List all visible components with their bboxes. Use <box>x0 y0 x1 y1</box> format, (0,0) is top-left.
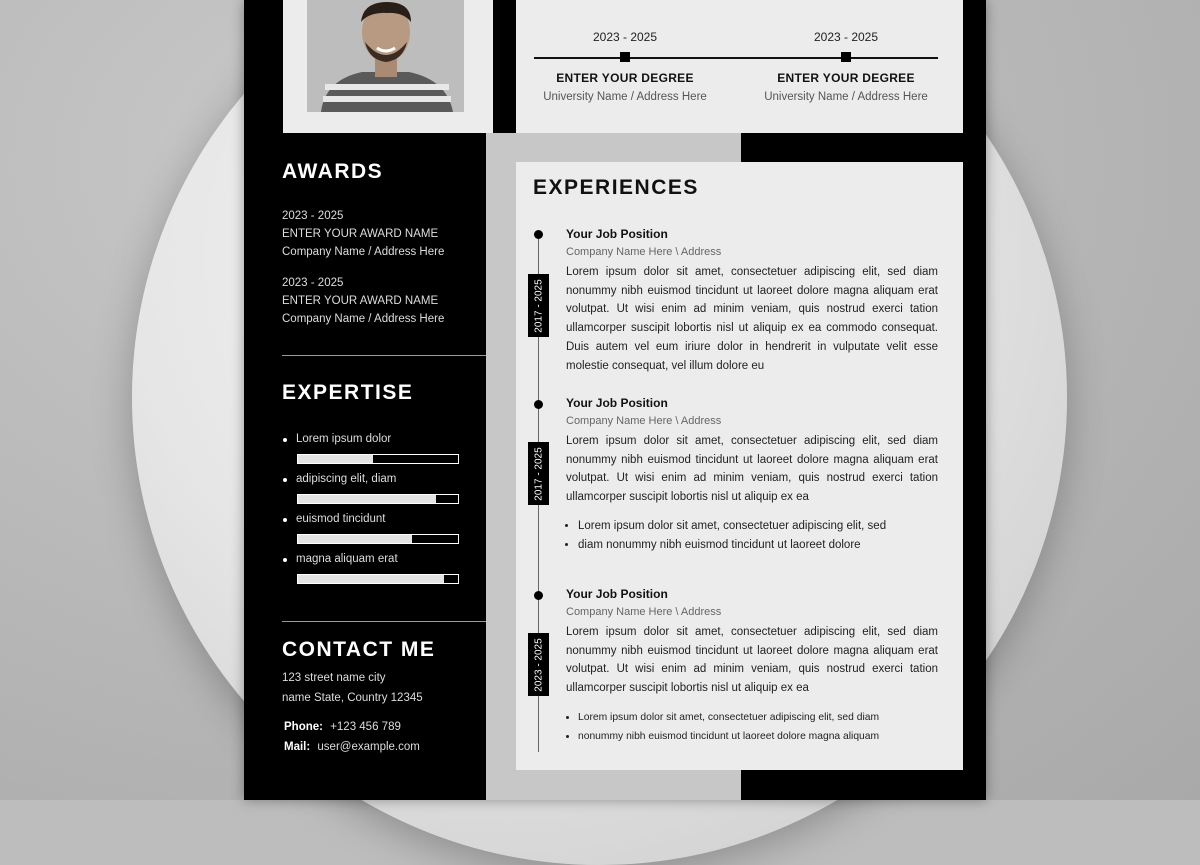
person-photo-icon <box>307 0 464 112</box>
job-bullets <box>566 517 938 554</box>
education-institution: University Name / Address Here <box>543 91 707 103</box>
job-years: 2023 - 2025 <box>533 637 544 692</box>
bullet-icon <box>283 478 287 482</box>
skill-label: Lorem ipsum dolor <box>296 433 392 445</box>
years-tag <box>528 633 549 696</box>
bullet-icon <box>283 518 287 522</box>
gray-block <box>486 133 741 163</box>
gray-bottom <box>516 770 741 800</box>
job-entry <box>566 587 938 746</box>
years-tag <box>528 442 549 505</box>
skill-bar-fill <box>298 575 444 583</box>
skill-bar <box>297 534 459 544</box>
award-years: 2023 - 2025 <box>282 277 344 289</box>
award-years: 2023 - 2025 <box>282 210 344 222</box>
award-name: ENTER YOUR AWARD NAME <box>282 295 439 307</box>
job-company: Company Name Here \ Address <box>566 246 722 258</box>
contact-address: 123 street name city <box>282 672 386 684</box>
job-years: 2017 - 2025 <box>533 278 544 333</box>
divider <box>282 355 486 356</box>
mail-label: Mail: <box>284 741 311 753</box>
bullet-icon <box>283 438 287 442</box>
skill-label: adipiscing elit, diam <box>296 473 397 485</box>
skill-bar <box>297 574 459 584</box>
contact-mail <box>284 741 420 753</box>
awards-heading: AWARDS <box>282 160 384 183</box>
education-institution: University Name / Address Here <box>764 91 928 103</box>
award-company: Company Name / Address Here <box>282 246 445 258</box>
award-company: Company Name / Address Here <box>282 313 445 325</box>
job-entry <box>566 396 938 554</box>
job-company: Company Name Here \ Address <box>566 606 722 618</box>
job-description: Lorem ipsum dolor sit amet, consectetuer adipiscing elit, sed diam nonummy nibh euismod tincidunt ut laoreet dolore magna aliquam erat volutpat. Ut wisi enim ad minim veniam, quis nostrud exerci tation ullamcorper suscipit lobortis nisl ut aliquip ex ea <box>566 435 938 504</box>
education-years: 2023 - 2025 <box>592 30 658 44</box>
skill-label: euismod tincidunt <box>296 513 386 525</box>
skill-bar <box>297 494 459 504</box>
job-bullet: • diam nonummy nibh euismod tincidunt ut laoreet dolore <box>578 536 938 555</box>
resume-page <box>244 0 986 800</box>
award-name: ENTER YOUR AWARD NAME <box>282 228 439 240</box>
skill-bar-fill <box>298 455 373 463</box>
education-timeline <box>534 57 938 59</box>
education-years: 2023 - 2025 <box>813 30 879 44</box>
education-marker <box>841 52 851 62</box>
job-title: Your Job Position <box>566 396 668 410</box>
job-bullet: • Lorem ipsum dolor sit amet, consectetuer adipiscing elit, sed <box>578 517 938 536</box>
job-bullet: • nonummy nibh euismod tincidunt ut laoreet dolore magna aliquam <box>578 727 938 746</box>
job-company: Company Name Here \ Address <box>566 415 722 427</box>
job-title: Your Job Position <box>566 587 668 601</box>
job-title: Your Job Position <box>566 227 668 241</box>
education-panel <box>516 0 963 133</box>
years-tag <box>528 274 549 337</box>
skill-bar-fill <box>298 495 436 503</box>
job-bullets <box>566 708 938 746</box>
job-years: 2017 - 2025 <box>533 446 544 501</box>
photo-frame <box>283 0 493 133</box>
experiences-panel <box>516 162 963 770</box>
phone-value[interactable]: +123 456 789 <box>330 721 401 733</box>
divider <box>282 621 486 622</box>
contact-address: name State, Country 12345 <box>282 692 423 704</box>
job-description: Lorem ipsum dolor sit amet, consectetuer adipiscing elit, sed diam nonummy nibh euismod tincidunt ut laoreet dolore magna aliquam erat volutpat. Ut wisi enim ad minim veniam, quis nostrud exerci tation ullamcorper suscipit lobortis nisl ut aliquip ex ea commodo consequat. Duis autem vel eum iriure dolor in hendrerit in vulputate velit esse molestie consequat, vel illum dolore eu <box>566 266 938 372</box>
skill-bar <box>297 454 459 464</box>
education-degree: ENTER YOUR DEGREE <box>556 71 694 85</box>
experiences-heading: EXPERIENCES <box>533 176 699 199</box>
expertise-heading: EXPERTISE <box>282 381 414 404</box>
gray-strip <box>486 162 516 800</box>
contact-phone <box>284 721 401 733</box>
timeline-dot <box>534 591 543 600</box>
job-entry <box>566 227 938 375</box>
education-degree: ENTER YOUR DEGREE <box>777 71 915 85</box>
skill-label: magna aliquam erat <box>296 553 398 565</box>
mail-value[interactable]: user@example.com <box>317 741 420 753</box>
job-bullet: • Lorem ipsum dolor sit amet, consectetuer adipiscing elit, sed diam <box>578 708 938 727</box>
job-description: Lorem ipsum dolor sit amet, consectetuer adipiscing elit, sed diam nonummy nibh euismod tincidunt ut laoreet dolore magna aliquam erat volutpat. Ut wisi enim ad minim veniam, quis nostrud exerci tation ullamcorper suscipit lobortis nisl ut aliquip ex ea <box>566 626 938 695</box>
timeline-dot <box>534 230 543 239</box>
phone-label: Phone: <box>284 721 323 733</box>
skill-bar-fill <box>298 535 412 543</box>
education-marker <box>620 52 630 62</box>
profile-photo <box>307 0 464 112</box>
timeline-dot <box>534 400 543 409</box>
bullet-icon <box>283 558 287 562</box>
contact-heading: CONTACT ME <box>282 638 436 661</box>
